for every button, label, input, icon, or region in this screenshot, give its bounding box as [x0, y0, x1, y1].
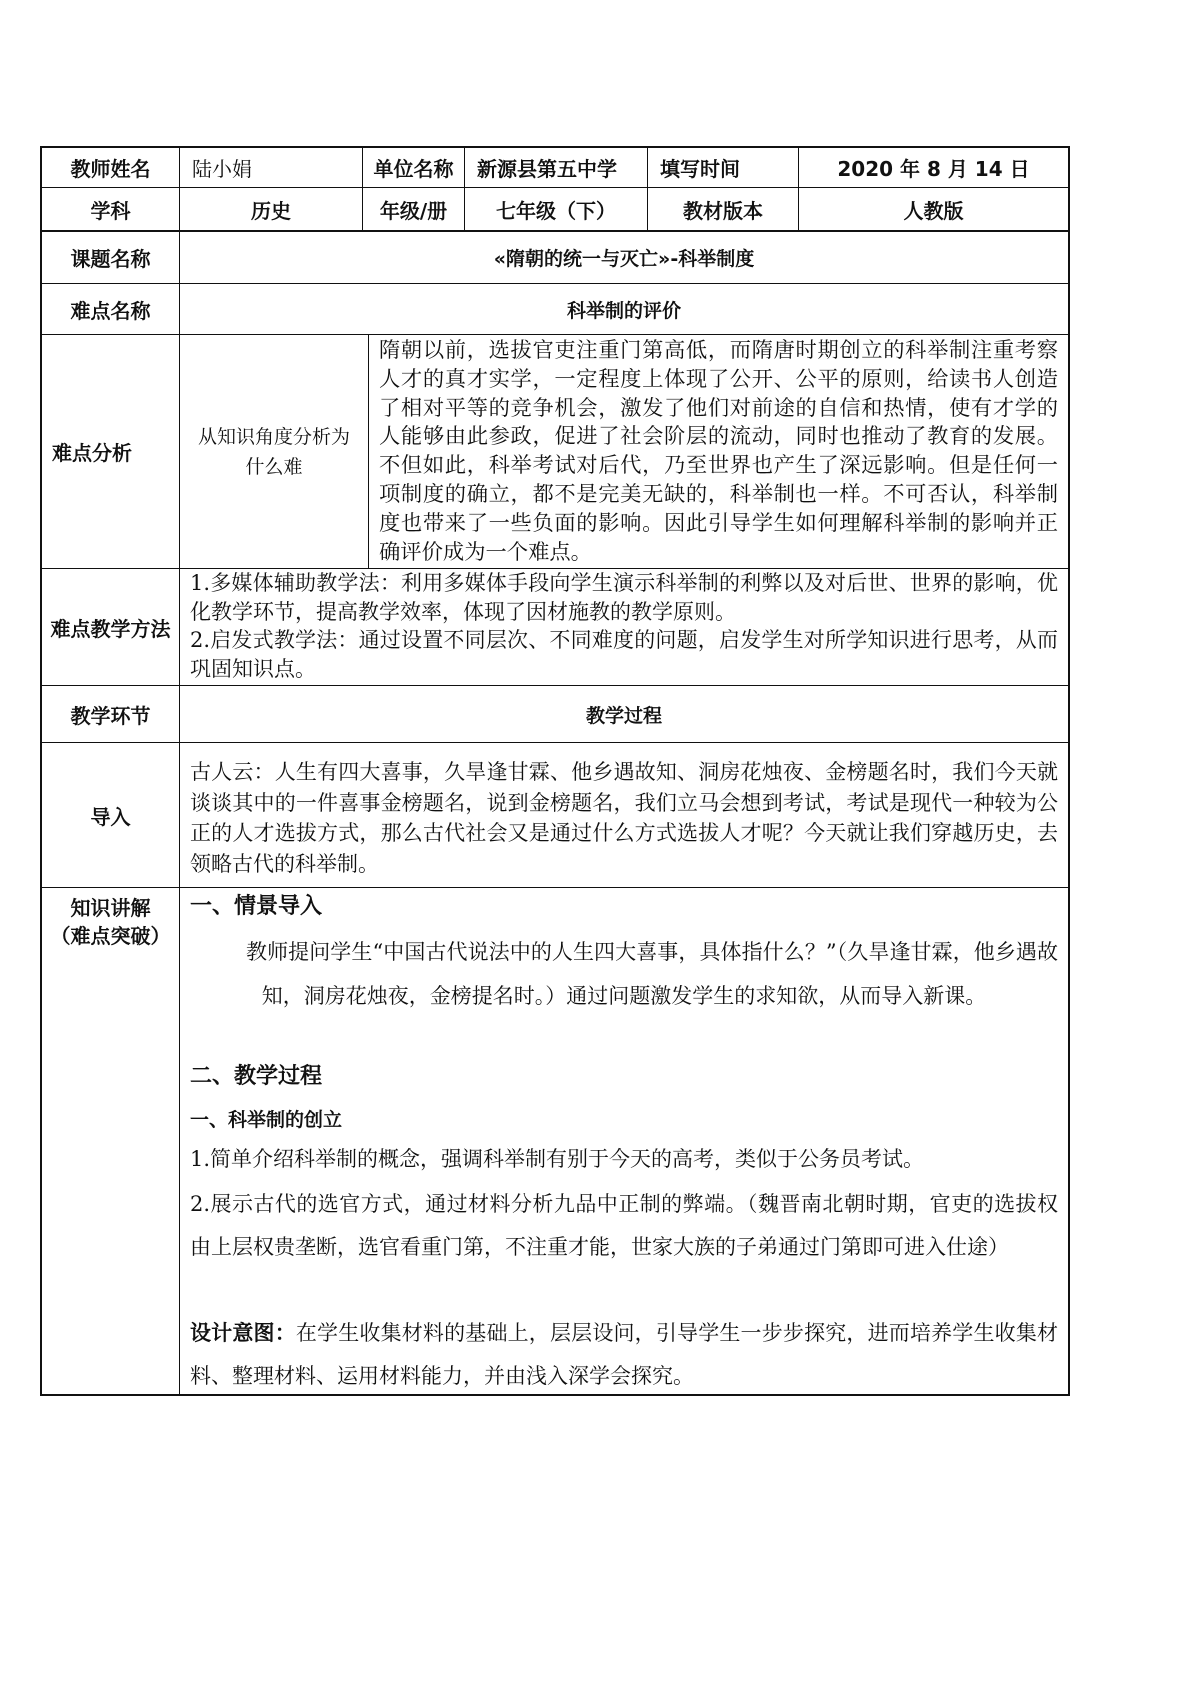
scene-intro-text: 教师提问学生“中国古代说法中的人生四大喜事，具体指什么？”（久旱逢甘霖，他乡遇故知，洞房花烛夜，金榜提名时。）通过问题激发学生的求知欲，从而导入新课。 [246, 940, 1058, 1008]
fill-date-label [648, 148, 798, 187]
teacher-name-text: 陆小娟 [192, 157, 252, 181]
process-stage-label: 教学环节 [70, 703, 151, 728]
edition-value: 人教版 [903, 198, 964, 223]
intro-text: 古人云：人生有四大喜事，久旱逢甘霖、他乡遇故知、洞房花烛夜、金榜题名时，我们今天就谈谈其中的一件喜事金榜题名，说到金榜题名，我们立马会想到考试，考试是现代一种较为公正的人才选拔方式，那么古代社会又是通过什么方式选拔人才呢？今天就让我们穿越历史，去领略古代的科举制。 [190, 760, 1058, 876]
method-item-2: 2.启发式教学法：通过设置不同层次、不同难度的问题，启发学生对所学知识进行思考，从而巩固知识点。 [190, 628, 1058, 681]
grade-value: 七年级（下） [496, 198, 616, 223]
difficulty-label: 难点名称 [70, 298, 151, 323]
intro-cell [180, 743, 1068, 887]
teacher-name-label: 教师姓名 [70, 157, 151, 181]
grade-label: 年级/册 [379, 198, 448, 223]
analysis-text-cell [369, 335, 1068, 568]
unit-name-label: 单位名称 [373, 157, 454, 181]
methods-label: 难点教学方法 [50, 616, 171, 641]
fill-date-value: 2020 年 8 月 14 日 [837, 157, 1030, 181]
analysis-sub-label-text: 从知识角度分析为什么难 [197, 425, 350, 478]
heading-teaching-process: 二、教学过程 [190, 1064, 323, 1089]
difficulty-value: 科举制的评价 [566, 299, 681, 322]
unit-name-text: 新源县第五中学 [477, 157, 617, 181]
topic-label: 课题名称 [70, 247, 151, 271]
intro-label: 导入 [90, 804, 131, 829]
design-intent-label: 设计意图： [190, 1321, 296, 1345]
step-2-text: 2.展示古代的选官方式，通过材料分析九品中正制的弊端。（魏晋南北朝时期，官吏的选拔权由上层权贵垄断，选官看重门第，不注重才能，世家大族的子弟通过门第即可进入仕途） [190, 1192, 1058, 1259]
unit-name-value [465, 148, 647, 187]
knowledge-label-line1: 知识讲解 [70, 896, 151, 920]
teacher-name-value [180, 148, 362, 187]
subject-label: 学科 [90, 198, 131, 223]
methods-cell [180, 569, 1068, 685]
topic-value: «隋朝的统一与灭亡»-科举制度 [493, 248, 755, 270]
design-intent-text: 在学生收集材料的基础上，层层设问，引导学生一步步探究，进而培养学生收集材料、整理材料、运用材料能力，并由浅入深学会探究。 [190, 1321, 1058, 1388]
analysis-label: 难点分析 [52, 441, 132, 465]
analysis-sub-label [180, 335, 368, 568]
knowledge-label [42, 888, 179, 1394]
subject-value: 历史 [251, 198, 291, 223]
process-header-value: 教学过程 [585, 704, 662, 727]
method-item-1: 1.多媒体辅助教学法：利用多媒体手段向学生演示科举制的利弊以及对后世、世界的影响，优化教学环节，提高教学效率，体现了因材施教的教学原则。 [190, 571, 1058, 624]
knowledge-label-line2: （难点突破） [50, 924, 171, 948]
step-1-text: 1.简单介绍科举制的概念，强调科举制有别于今天的高考，类似于公务员考试。 [190, 1147, 925, 1171]
design-intent [190, 1312, 1058, 1398]
analysis-text: 隋朝以前，选拔官吏注重门第高低，而隋唐时期创立的科举制注重考察人才的真才实学，一定程度上体现了公开、公平的原则，给读书人创造了相对平等的竞争机会，激发了他们对前途的自信和热情，使有才学的人能够由此参政，促进了社会阶层的流动，同时也推动了教育的发展。不但如此，科举考试对后代，乃至世界也产生了深远影响。但是任何一项制度的确立，都不是完美无缺的，科举制也一样。不可否认，科举制度也带来了一些负面的影响。因此引导学生如何理解科举制的影响并正确评价成为一个难点。 [379, 338, 1058, 565]
knowledge-content [190, 888, 1058, 1394]
fill-date-label-text: 填写时间 [660, 157, 740, 181]
heading-scene-intro: 一、情景导入 [190, 894, 323, 919]
edition-label: 教材版本 [683, 198, 763, 223]
heading-exam-founding: 一、科举制的创立 [190, 1109, 343, 1131]
